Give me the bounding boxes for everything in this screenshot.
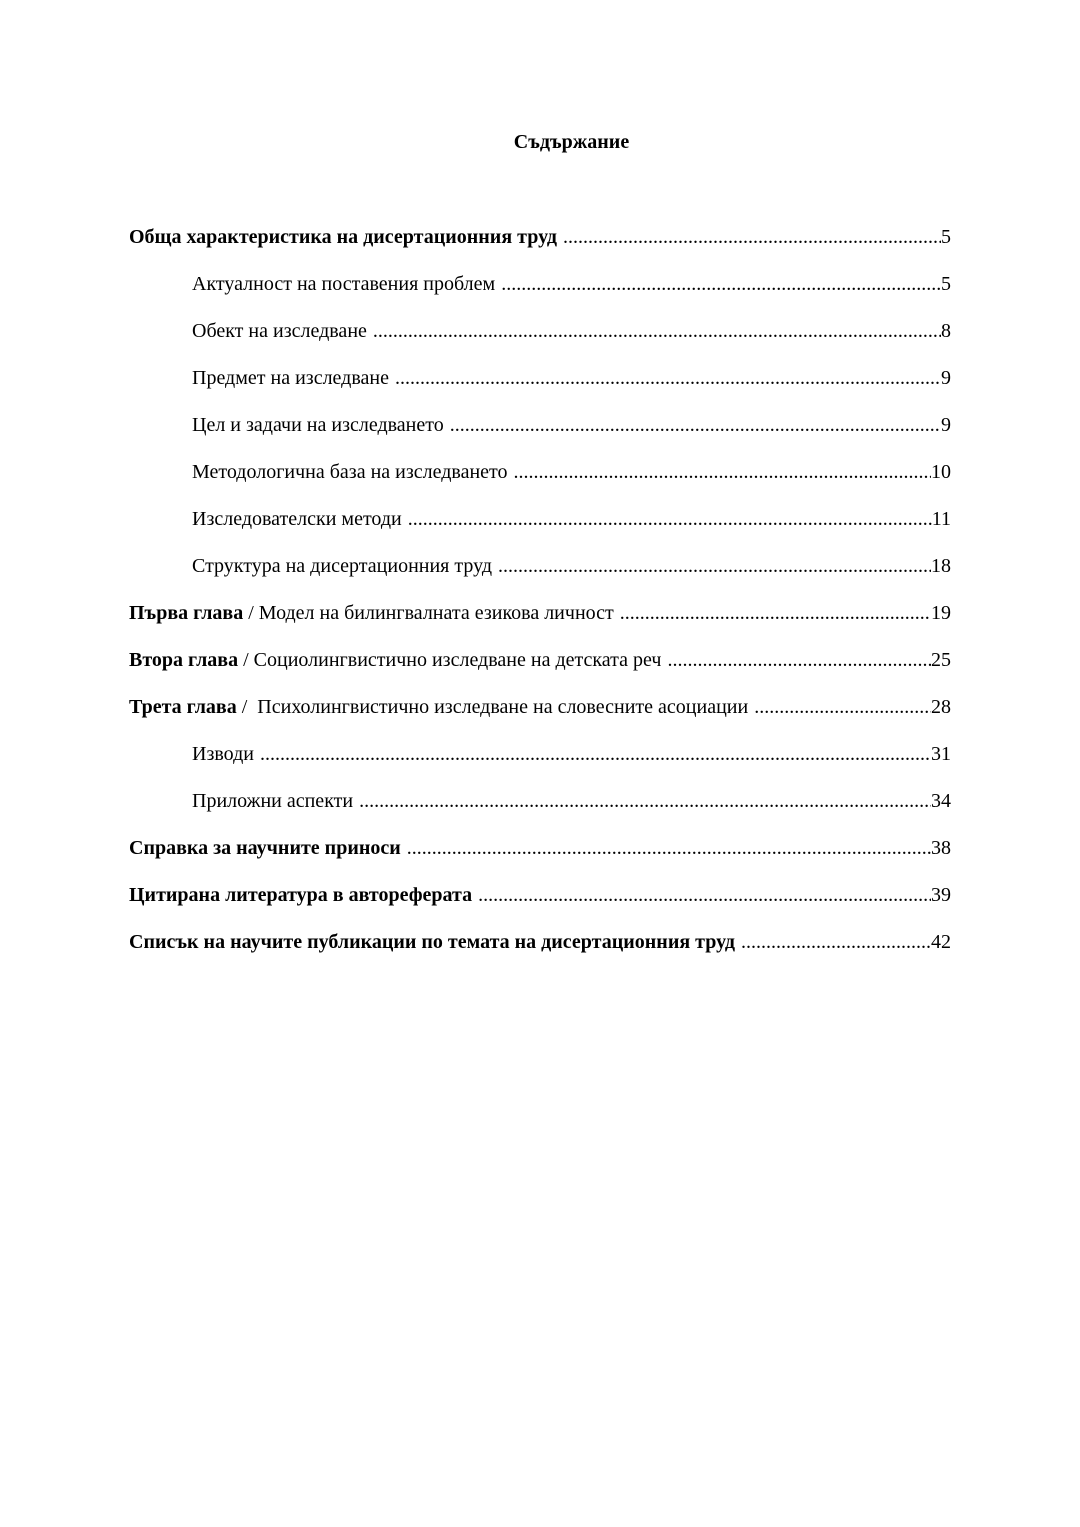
- toc-entry-title: Предмет на изследване: [192, 367, 389, 389]
- toc-page-number: 9: [941, 367, 951, 389]
- toc-entry: [129, 928, 951, 975]
- toc-page-number: 31: [931, 743, 951, 765]
- toc-entry: [129, 834, 951, 881]
- toc-entry: [129, 223, 951, 270]
- toc-page-number: 25: [931, 649, 951, 671]
- toc-entry-title: Трета глава / Психолингвистично изследване на словесните асоциации: [129, 696, 749, 718]
- page-title: Съдържание: [513, 131, 630, 153]
- toc-entry-title: Изводи: [192, 743, 254, 765]
- toc-entry: [129, 411, 951, 458]
- toc-entry: [129, 740, 951, 787]
- toc-entry: [129, 505, 951, 552]
- toc-page-number: 34: [931, 790, 951, 812]
- toc-entry-title: Първа глава / Модел на билингвалната езикова личност: [129, 602, 614, 624]
- toc-entry-title: Актуалност на поставения проблем: [192, 273, 496, 295]
- dot-leader: [395, 364, 941, 392]
- dot-leader: [407, 834, 931, 862]
- toc-entry: [129, 881, 951, 928]
- toc-page-number: 5: [941, 226, 951, 248]
- dot-leader: [450, 411, 941, 439]
- toc-entry: [129, 552, 951, 599]
- toc-page-number: 38: [931, 837, 951, 859]
- dot-leader: [514, 458, 931, 486]
- toc-entry: [129, 646, 951, 693]
- toc-entry: [129, 787, 951, 834]
- toc-page-number: 19: [931, 602, 951, 624]
- toc-entry-title: Приложни аспекти: [192, 790, 354, 812]
- toc-entry-title: Втора глава / Социолингвистично изследване на детската реч: [129, 649, 662, 671]
- dot-leader: [260, 740, 931, 768]
- toc-page-number: 11: [931, 508, 951, 530]
- toc-entry: [129, 693, 951, 740]
- toc-page-number: 39: [931, 884, 951, 906]
- table-of-contents: [129, 223, 951, 975]
- toc-page-number: 10: [931, 461, 951, 483]
- toc-page-number: 42: [931, 931, 951, 953]
- toc-entry-title: Структура на дисертационния труд: [192, 555, 493, 577]
- dot-leader: [741, 928, 931, 956]
- dot-leader: [408, 505, 932, 533]
- dot-leader: [359, 787, 931, 815]
- dot-leader: [620, 599, 931, 627]
- toc-entry-title: Изследователски методи: [192, 508, 402, 530]
- toc-entry-title: Обща характеристика на дисертационния труд: [129, 226, 557, 248]
- dot-leader: [478, 881, 931, 909]
- dot-leader: [754, 693, 931, 721]
- toc-entry-title: Методологична база на изследването: [192, 461, 508, 483]
- dot-leader: [498, 552, 931, 580]
- toc-entry: [129, 458, 951, 505]
- toc-entry-title: Справка за научните приноси: [129, 837, 401, 859]
- toc-entry-title: Цитирана литература в автореферата: [129, 884, 473, 906]
- toc-entry-title: Обект на изследване: [192, 320, 367, 342]
- dot-leader: [563, 223, 941, 251]
- toc-entry: [129, 317, 951, 364]
- toc-page-number: 28: [931, 696, 951, 718]
- dot-leader: [667, 646, 931, 674]
- toc-entry: [129, 364, 951, 411]
- dot-leader: [373, 317, 941, 345]
- toc-entry-title: Списък на научите публикации по темата на дисертационния труд: [129, 931, 735, 953]
- toc-page-number: 18: [931, 555, 951, 577]
- toc-page-number: 9: [941, 414, 951, 436]
- toc-entry: [129, 599, 951, 646]
- toc-entry-title: Цел и задачи на изследването: [192, 414, 444, 436]
- dot-leader: [501, 270, 941, 298]
- toc-page-number: 5: [941, 273, 951, 295]
- toc-page-number: 8: [941, 320, 951, 342]
- toc-entry: [129, 270, 951, 317]
